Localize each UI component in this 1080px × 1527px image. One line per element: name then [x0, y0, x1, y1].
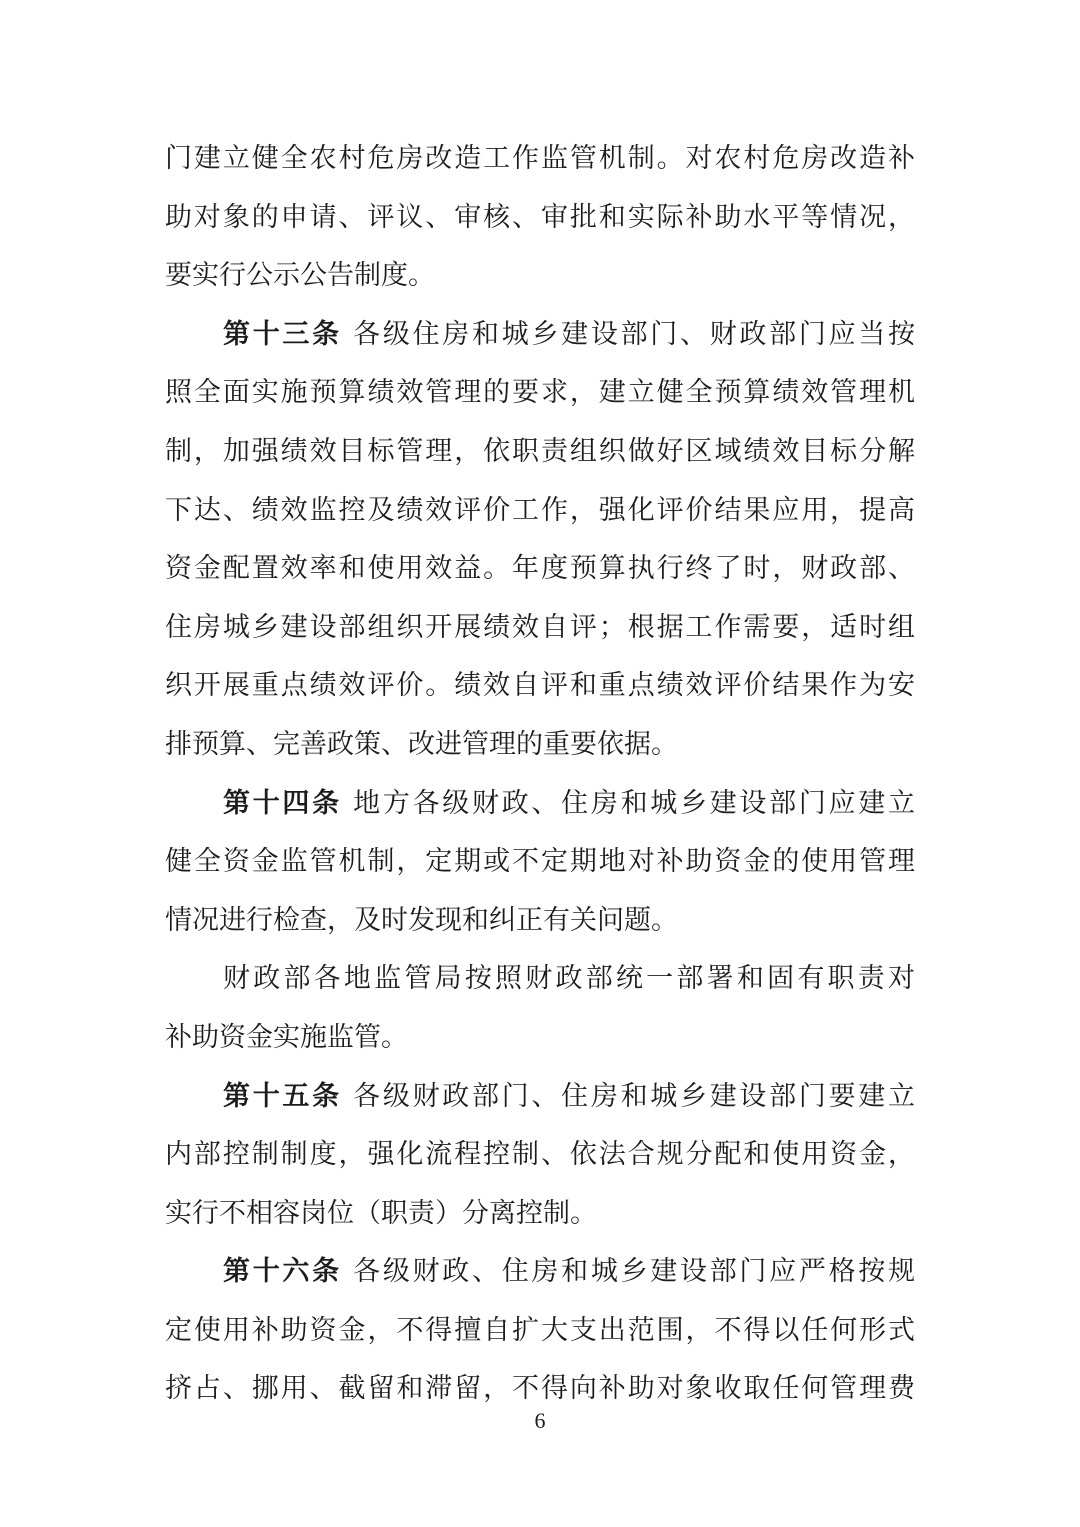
text-line: 挤占、挪用、截留和滞留，不得向补助对象收取任何管理费 — [165, 1373, 915, 1405]
text-line: 织开展重点绩效评价。绩效自评和重点绩效评价结果作为安 — [165, 670, 915, 702]
article-15-heading: 第十五条 — [223, 1080, 342, 1112]
text-line: 情况进行检查，及时发现和纠正有关问题。 — [165, 904, 678, 936]
text-line: 下达、绩效监控及绩效评价工作，强化评价结果应用，提高 — [165, 494, 915, 526]
text-line: 健全资金监管机制，定期或不定期地对补助资金的使用管理 — [165, 846, 915, 878]
article-16-text: 各级财政、住房和城乡建设部门应严格按规 — [341, 1256, 915, 1288]
page-number: 6 — [534, 1408, 546, 1433]
article-16-heading: 第十六条 — [223, 1256, 342, 1288]
article-16-first-line — [165, 1243, 915, 1302]
text-line: 补助资金实施监管。 — [165, 1021, 408, 1053]
text-line: 实行不相容岗位（职责）分离控制。 — [165, 1197, 597, 1229]
article-13-first-line — [165, 306, 915, 365]
text-line: 制，加强绩效目标管理，依职责组织做好区域绩效目标分解 — [165, 435, 915, 467]
text-line: 门建立健全农村危房改造工作监管机制。对农村危房改造补 — [165, 143, 915, 174]
text-line: 住房城乡建设部组织开展绩效自评；根据工作需要，适时组 — [165, 611, 915, 643]
text-line: 排预算、完善政策、改进管理的重要依据。 — [165, 728, 678, 760]
article-13-text: 各级住房和城乡建设部门、财政部门应当按 — [341, 318, 915, 350]
article-15-first-line — [165, 1068, 915, 1127]
document-body — [165, 130, 915, 1419]
article-14-text: 地方各级财政、住房和城乡建设部门应建立 — [341, 787, 915, 819]
text-line: 财政部各地监管局按照财政部统一部署和固有职责对 — [223, 963, 915, 995]
text-line: 定使用补助资金，不得擅自扩大支出范围，不得以任何形式 — [165, 1314, 915, 1346]
article-14-heading: 第十四条 — [223, 787, 342, 819]
text-line: 助对象的申请、评议、审核、审批和实际补助水平等情况， — [165, 201, 915, 233]
article-15-text: 各级财政部门、住房和城乡建设部门要建立 — [341, 1080, 915, 1112]
article-13-heading: 第十三条 — [223, 318, 342, 350]
text-line: 要实行公示公告制度。 — [165, 260, 435, 292]
article-14-first-line — [165, 775, 915, 834]
text-line: 资金配置效率和使用效益。年度预算执行终了时，财政部、 — [165, 553, 915, 585]
text-line: 内部控制制度，强化流程控制、依法合规分配和使用资金， — [165, 1139, 915, 1171]
text-line: 照全面实施预算绩效管理的要求，建立健全预算绩效管理机 — [165, 377, 915, 409]
